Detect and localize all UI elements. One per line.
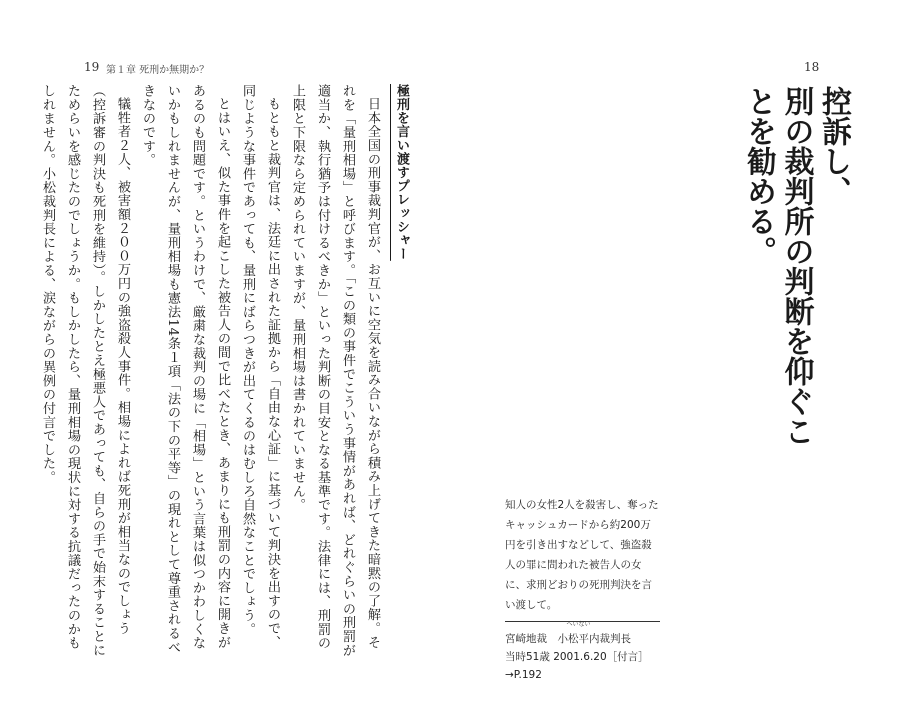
judge-name	[557, 621, 600, 648]
section-subhead: 極刑を言い渡すプレッシャー	[394, 84, 409, 261]
body-text	[40, 84, 414, 659]
body-paragraph: 日本全国の刑事裁判官が、お互いに空気を読み合いながら積み上げてきた暗黙の了解。それを「量刑相場」と呼びます。「この類の事件でこういう事情があれば、どれぐらいの刑罰が適当か、執行猶予は付けるべきか」といった判断の目安となる基準です。法律には、刑罰の上限と下限なら定められていますが、量刑相場は書かれていません。	[290, 84, 380, 657]
quote-heading	[740, 86, 853, 466]
caption-page-ref: →P.192	[505, 669, 542, 681]
body-paragraph: とはいえ、似た事件を起こした被告人の間で比べたとき、あまりにも刑罰の内容に開きがあるのも問題です。というわけで、厳粛な裁判の場に「相場」という言葉は似つかわしくないかもしれませんが、量刑相場も憲法14条１項「法の下の平等」の現れとして尊重されるべきなのです。	[140, 84, 230, 654]
judge-name-reading: へいない	[566, 621, 591, 628]
quote-heading-line-1: 控訴し、	[816, 86, 851, 206]
caption-age-date: 当時51歳 2001.6.20［付言］	[505, 651, 649, 663]
body-paragraph: もともと裁判官は、法廷に出された証拠から「自由な心証」に基づいて判決を出すので、同じような事件であっても、量刑にばらつきが出てくるのはむしろ自然なことでしょう。	[240, 84, 280, 650]
quote-heading-line-2: 別の裁判所の判断を仰ぐことを勧める。	[741, 86, 814, 446]
left-page-number: 19	[84, 60, 100, 74]
caption-court	[505, 621, 660, 648]
judge-name-text: 小松平内	[557, 633, 600, 645]
quote-caption	[505, 495, 660, 684]
chapter-header: 第１章 死刑か無期か？	[106, 65, 210, 76]
body-paragraph: 犠牲者２人、被害額２００万円の強盗殺人事件。相場によれば死刑が相当なのでしょう（控訴審の判決も死刑を維持）。しかしたとえ極悪人であっても、自らの手で始末することにためらいを感じたのでしょうか。もしかしたら、量刑相場の現状に対する抗議だったのかもしれません。小松裁判長による、涙ながらの異例の付言でした。	[40, 84, 130, 657]
right-page-number: 18	[804, 60, 820, 74]
caption-description: 知人の女性2人を殺害し、奪ったキャッシュカードから約200万円を引き出すなどして、強盗殺人の罪に問われた被告人の女に、求刑どおりの死刑判決を言い渡して。	[505, 499, 659, 611]
court-name: 宮崎地裁	[505, 633, 558, 645]
judge-title: 裁判長	[599, 633, 631, 645]
